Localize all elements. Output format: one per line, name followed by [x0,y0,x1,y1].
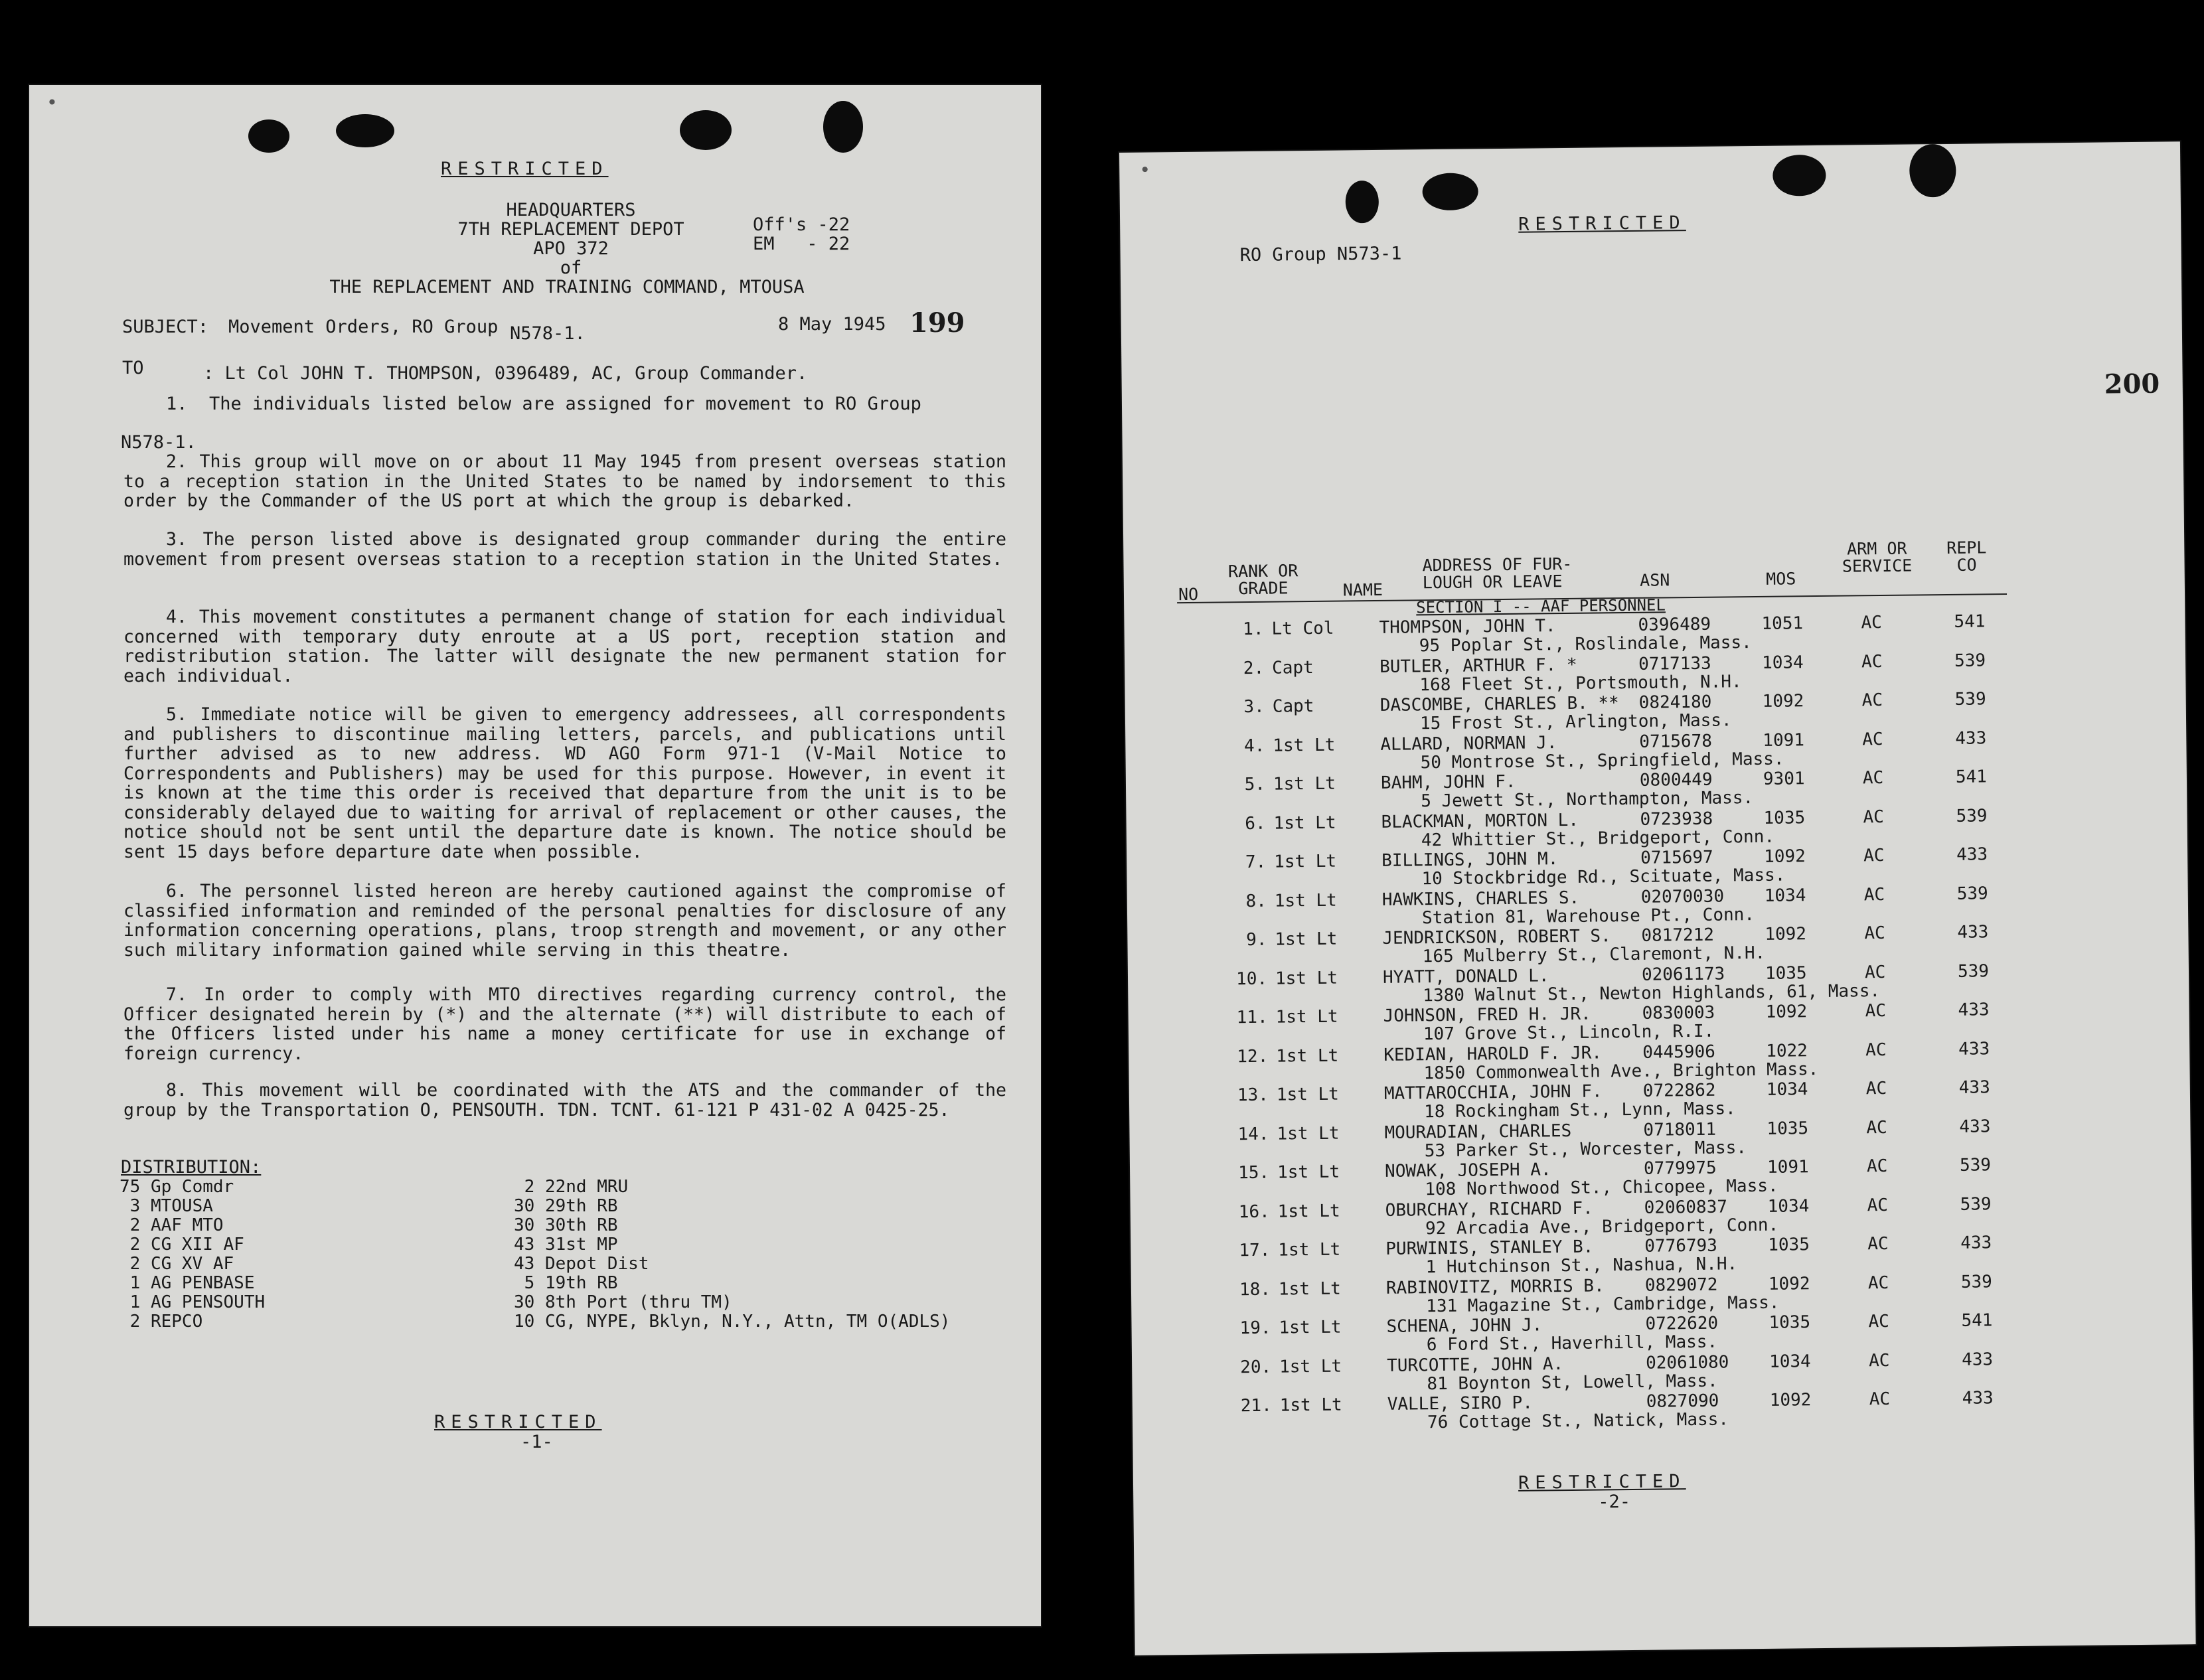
cell-rank: 1st Lt [1278,1278,1342,1300]
distribution-entry: 1 AG PENSOUTH [119,1292,266,1312]
cell-address: 15 Frost St., Arlington, Mass. [1419,710,1732,734]
cell-rank: 1st Lt [1276,1045,1339,1067]
restricted-footer: RESTRICTED [434,1412,602,1432]
cell-name: VALLE, SIRO P. [1387,1393,1534,1414]
paragraph-1-cont: N578-1. [121,432,197,453]
cell-name: RABINOVITZ, MORRIS B. [1385,1275,1605,1298]
enlisted-count: EM - 22 [753,234,850,254]
cell-asn: 0827090 [1646,1391,1719,1412]
cell-no: 10. [1235,968,1268,989]
cell-arm: AC [1863,806,1885,827]
restricted-footer: RESTRICTED [1518,1471,1686,1493]
col-header-repl: REPL CO [1946,538,1987,575]
personnel-table [1119,141,2180,153]
cell-address: 1380 Walnut St., Newton Highlands, 61, Mass. [1423,980,1881,1006]
cell-arm: AC [1862,767,1884,789]
cell-arm: AC [1864,962,1886,982]
cell-asn: 0718011 [1643,1119,1717,1140]
cell-asn: 02061173 [1641,964,1725,985]
punch-hole [1422,173,1478,210]
punch-hole [336,114,394,147]
paragraph-3: 3. The person listed above is designated group commander during the entire movement from present overseas station to a reception station in the United States. [123,529,1006,570]
cell-repl: 539 [1956,883,1988,904]
cell-repl: 433 [1958,1077,1990,1098]
punch-hole [1345,181,1379,224]
cell-repl: 433 [1956,844,1988,865]
cell-arm: AC [1863,845,1885,866]
cell-address: 5 Jewett St., Northampton, Mass. [1421,788,1754,812]
cell-no: 1. [1243,619,1264,640]
restricted-header: RESTRICTED [441,159,609,179]
cell-rank: 1st Lt [1278,1239,1341,1260]
cell-name: BUTLER, ARTHUR F. * [1379,654,1577,677]
distribution-entry: 43 Depot Dist [514,1254,649,1274]
cell-address: Station 81, Warehouse Pt., Conn. [1421,904,1755,928]
paragraph-7: 7. In order to comply with MTO directives regarding currency control, the Officer designated herein by (*) and the alternate (**) will distribute to each of the Officers listed under his name a money certificate for use in exchange of foreign currency. [123,984,1006,1064]
order-page-1 [29,85,1041,1626]
cell-name: JOHNSON, FRED H. JR. [1383,1004,1591,1026]
cell-address: 76 Cottage St., Natick, Mass. [1427,1409,1729,1433]
cell-address: 92 Arcadia Ave., Bridgeport, Conn. [1425,1215,1779,1239]
cell-rank: 1st Lt [1277,1162,1340,1183]
cell-arm: AC [1861,651,1883,672]
distribution-entry: 75 Gp Comdr [119,1177,234,1197]
cell-repl: 433 [1962,1388,1994,1409]
cell-asn: 0396489 [1638,614,1711,635]
cell-no: 17. [1239,1240,1271,1261]
cell-rank: 1st Lt [1279,1395,1342,1416]
cell-name: BLACKMAN, MORTON L. [1381,810,1579,832]
distribution-entry: 30 8th Port (thru TM) [514,1292,732,1312]
cell-asn: 02060837 [1644,1196,1728,1218]
cell-no: 3. [1243,696,1265,718]
cell-address: 165 Mulberry St., Claremont, N.H. [1422,943,1766,967]
restricted-header: RESTRICTED [1518,212,1686,235]
officer-count: Off's -22 [753,214,850,235]
cell-name: SCHENA, JOHN J. [1386,1315,1543,1337]
col-header-no: NO [1178,584,1199,605]
cell-no: 20. [1240,1357,1272,1377]
cell-repl: 541 [1955,767,1988,787]
page-stamp-number: 200 [2104,368,2160,400]
order-page-2 [1119,141,2196,1655]
cell-arm: AC [1865,1078,1887,1099]
cell-name: DASCOMBE, CHARLES B. ** [1379,693,1619,716]
cell-address: 42 Whittier St., Bridgeport, Conn. [1421,826,1775,850]
col-header-rank: RANK OR GRADE [1227,561,1299,599]
cell-rank: Capt [1271,657,1314,678]
page-number: -2- [1598,1491,1631,1513]
cell-mos: 1092 [1768,1273,1810,1294]
group-number: N578-1. [510,323,586,344]
cell-name: BAHM, JOHN F. [1380,771,1516,793]
paragraph-8: 8. This movement will be coordinated with the ATS and the commander of the group by the Transportation O, PENSOUTH. TDN. TCNT. 61-121 P 431-02 A 0425-25. [123,1080,1006,1120]
distribution-entry: 2 REPCO [119,1312,203,1332]
distribution-label: DISTRIBUTION: [121,1157,262,1178]
cell-address: 95 Poplar St., Roslindale, Mass. [1419,633,1752,656]
cell-repl: 539 [1956,805,1988,826]
cell-no: 12. [1237,1046,1269,1067]
ink-speck: • [1139,159,1151,181]
heading-line: 7TH REPLACEMENT DEPOT [457,219,684,240]
paragraph-1: 1. The individuals listed below are assigned for movement to RO Group [166,394,921,414]
cell-rank: 1st Lt [1273,773,1336,795]
cell-repl: 433 [1957,922,1989,943]
punch-hole [248,119,289,153]
col-header-mos: MOS [1766,569,1796,589]
to-label: TO [122,358,144,378]
cell-arm: AC [1862,729,1883,749]
col-header-arm: ARM OR SERVICE [1842,538,1913,576]
cell-rank: 1st Lt [1273,812,1336,834]
cell-name: OBURCHAY, RICHARD F. [1385,1198,1593,1221]
cell-repl: 541 [1961,1310,1993,1331]
order-date: 8 May 1945 [778,314,886,335]
cell-no: 6. [1245,813,1266,834]
cell-rank: Lt Col [1271,618,1334,639]
cell-address: 1 Hutchinson St., Nashua, N.H. [1425,1254,1738,1278]
cell-address: 108 Northwood St., Chicopee, Mass. [1425,1176,1778,1200]
cell-mos: 1035 [1765,962,1807,984]
cell-mos: 1022 [1766,1040,1808,1061]
cell-arm: AC [1869,1389,1891,1410]
cell-name: MOURADIAN, CHARLES [1384,1120,1572,1143]
cell-repl: 433 [1958,1000,1990,1020]
cell-mos: 1034 [1764,885,1806,906]
cell-repl: 541 [1954,611,1986,632]
distribution-entry: 43 31st MP [514,1235,618,1255]
paragraph-5: 5. Immediate notice will be given to emergency addressees, all correspondents and publishers to discontinue mailing letters, parcels, and publications until further advised as to new address. WD AGO Form 971-1 (V-Mail Notice to Correspondents and Publishers) may be used for this purpose. However, in event it is known at the time this order is received that departure from the unit is to be considerably delayed due to waiting for arrival of replacement or other causes, the notice should not be sent until the departure date is known. The notice should be sent 15 days before departure date when possible. [123,704,1006,862]
cell-mos: 1034 [1761,652,1804,673]
cell-rank: 1st Lt [1274,851,1337,872]
paragraph-4: 4. This movement constitutes a permanent change of station for each individual concerned with temporary duty enroute at a US port, reception station and redistribution station. The latter will designate the new permanent station for each individual. [123,607,1006,686]
cell-mos: 1035 [1769,1312,1811,1333]
cell-arm: AC [1861,690,1883,711]
heading-line: APO 372 [533,238,609,259]
cell-arm: AC [1865,1000,1887,1022]
cell-no: 13. [1237,1085,1269,1106]
cell-mos: 1035 [1768,1235,1810,1255]
heading-line: HEADQUARTERS [506,200,636,220]
cell-address: 107 Grove St., Lincoln, R.I. [1423,1021,1715,1045]
cell-asn: 02070030 [1640,886,1725,907]
cell-no: 19. [1239,1318,1271,1339]
cell-name: THOMPSON, JOHN T. [1379,616,1556,638]
cell-no: 4. [1243,735,1265,756]
cell-no: 5. [1244,774,1266,795]
cell-mos: 1092 [1764,846,1806,867]
cell-name: MATTAROCCHIA, JOHN F. [1383,1081,1603,1104]
cell-mos: 1034 [1767,1195,1810,1217]
punch-hole [1909,144,1956,198]
cell-repl: 433 [1960,1233,1992,1253]
to-recipient: : Lt Col JOHN T. THOMPSON, 0396489, AC, Group Commander. [203,363,808,384]
cell-arm: AC [1867,1233,1889,1255]
cell-asn: 0717133 [1638,653,1711,674]
cell-rank: 1st Lt [1277,1123,1340,1144]
cell-name: PURWINIS, STANLEY B. [1385,1237,1594,1259]
page-number: -1- [520,1432,553,1452]
cell-name: ALLARD, NORMAN J. [1380,732,1557,755]
distribution-entry: 30 30th RB [514,1215,618,1235]
cell-asn: 0800449 [1639,769,1713,791]
cell-mos: 1035 [1763,807,1806,828]
cell-address: 18 Rockingham St., Lynn, Mass. [1424,1099,1736,1122]
cell-address: 53 Parker St., Worcester, Mass. [1424,1137,1747,1161]
section-heading: SECTION I -- AAF PERSONNEL [1416,595,1666,617]
cell-asn: 0830003 [1642,1002,1715,1024]
distribution-entry: 2 22nd MRU [514,1177,629,1197]
paragraph-2: 2. This group will move on or about 11 May 1945 from present overseas station to a reception station in the United States to be named by indorsement to this order by the Commander of the US port at which the group is debarked. [123,451,1006,511]
cell-name: HAWKINS, CHARLES S. [1381,887,1580,910]
distribution-entry: 5 19th RB [514,1273,618,1293]
punch-hole [680,110,732,150]
cell-arm: AC [1861,613,1882,633]
punch-hole [823,101,863,153]
cell-address: 6 Ford St., Haverhill, Mass. [1426,1332,1718,1355]
cell-arm: AC [1864,923,1885,944]
cell-repl: 539 [1954,650,1986,671]
col-header-name: NAME [1342,579,1383,600]
cell-asn: 0715678 [1639,731,1713,752]
cell-no: 8. [1245,891,1267,911]
distribution-entry: 1 AG PENBASE [119,1273,255,1293]
group-reference: RO Group N573-1 [1239,243,1402,266]
cell-rank: 1st Lt [1279,1356,1342,1377]
cell-mos: 1092 [1765,1002,1808,1022]
cell-address: 10 Stockbridge Rd., Scituate, Mass. [1421,865,1786,889]
cell-rank: 1st Lt [1274,890,1337,911]
cell-no: 21. [1240,1395,1272,1416]
cell-rank: 1st Lt [1277,1201,1340,1222]
cell-no: 18. [1239,1279,1271,1300]
cell-no: 15. [1237,1162,1270,1184]
heading-line: THE REPLACEMENT AND TRAINING COMMAND, MTOUSA [329,277,805,297]
col-header-address: ADDRESS OF FUR- LOUGH OR LEAVE [1422,554,1573,593]
cell-repl: 539 [1959,1155,1992,1176]
cell-repl: 433 [1955,727,1987,749]
cell-no: 7. [1245,852,1267,873]
paragraph-6: 6. The personnel listed hereon are hereby cautioned against the compromise of classified information and reminded of the personal penalties for disclosure of any information concerning operations, plans, troop strength and movement, or any other such military information gained while serving in this theatre. [123,881,1006,960]
cell-mos: 1091 [1767,1157,1809,1178]
cell-no: 16. [1238,1201,1270,1222]
distribution-entry: 2 CG XII AF [119,1235,244,1255]
cell-mos: 1034 [1769,1351,1811,1372]
subject-text: Movement Orders, RO Group [228,317,499,337]
cell-arm: AC [1866,1117,1887,1138]
cell-address: 81 Boynton St, Lowell, Mass. [1427,1371,1718,1394]
distribution-entry: 10 CG, NYPE, Bklyn, N.Y., Attn, TM O(ADLS) [514,1312,951,1332]
cell-arm: AC [1866,1156,1888,1177]
cell-name: KEDIAN, HAROLD F. JR. [1383,1042,1603,1065]
ink-speck: • [46,92,58,114]
cell-address: 1850 Commonwealth Ave., Brighton Mass. [1423,1059,1819,1083]
cell-repl: 539 [1954,689,1986,710]
cell-arm: AC [1867,1195,1889,1215]
cell-repl: 433 [1961,1349,1994,1370]
cell-asn: 0824180 [1638,692,1712,713]
cell-no: 2. [1243,658,1265,678]
cell-rank: 1st Lt [1275,1006,1338,1028]
cell-mos: 1091 [1763,729,1805,751]
col-header-asn: ASN [1640,570,1670,590]
cell-repl: 433 [1959,1116,1991,1137]
cell-arm: AC [1867,1272,1889,1293]
subject-label: SUBJECT: [122,317,209,337]
cell-mos: 1092 [1762,691,1804,712]
cell-asn: 0817212 [1641,925,1715,946]
cell-mos: 1092 [1765,924,1807,945]
cell-asn: 02061080 [1645,1351,1729,1373]
cell-arm: AC [1863,884,1885,905]
cell-rank: 1st Lt [1275,929,1338,950]
heading-line: of [560,258,582,278]
cell-name: HYATT, DONALD L. [1382,965,1549,988]
cell-arm: AC [1868,1350,1890,1371]
cell-name: TURCOTTE, JOHN A. [1387,1353,1564,1376]
cell-no: 11. [1236,1007,1268,1028]
cell-rank: Capt [1272,696,1314,717]
distribution-entry: 3 MTOUSA [119,1196,213,1216]
cell-rank: 1st Lt [1279,1317,1342,1338]
cell-rank: 1st Lt [1276,1084,1339,1105]
cell-arm: AC [1865,1039,1887,1060]
distribution-entry: 30 29th RB [514,1196,618,1216]
cell-name: JENDRICKSON, ROBERT S. [1382,926,1611,949]
distribution-entry: 2 AAF MTO [119,1215,224,1235]
cell-rank: 1st Lt [1273,735,1336,756]
cell-arm: AC [1868,1311,1889,1332]
cell-repl: 539 [1957,960,1990,982]
cell-no: 14. [1237,1124,1269,1144]
cell-mos: 9301 [1763,769,1805,789]
cell-no: 9. [1245,929,1267,951]
cell-asn: 0723938 [1640,808,1713,830]
cell-rank: 1st Lt [1275,968,1338,989]
punch-hole [1772,155,1826,196]
cell-asn: 0776793 [1644,1235,1718,1257]
cell-repl: 539 [1960,1271,1993,1292]
cell-asn: 0722862 [1642,1080,1716,1101]
cell-mos: 1035 [1767,1118,1809,1139]
cell-asn: 0722620 [1645,1313,1719,1334]
cell-repl: 539 [1960,1193,1992,1215]
distribution-entry: 2 CG XV AF [119,1254,234,1274]
cell-asn: 0445906 [1642,1041,1715,1063]
page-stamp-number: 199 [909,307,965,339]
cell-name: NOWAK, JOSEPH A. [1384,1160,1551,1182]
cell-address: 131 Magazine St., Cambridge, Mass. [1426,1292,1780,1316]
cell-mos: 1034 [1766,1079,1808,1100]
cell-asn: 0715697 [1640,847,1713,868]
cell-address: 50 Montrose St., Springfield, Mass. [1420,749,1784,773]
cell-mos: 1051 [1761,613,1804,634]
cell-asn: 0829072 [1644,1274,1718,1296]
cell-name: BILLINGS, JOHN M. [1381,849,1559,871]
cell-asn: 0779975 [1643,1158,1717,1179]
cell-repl: 433 [1958,1038,1990,1059]
cell-address: 168 Fleet St., Portsmouth, N.H. [1419,671,1742,695]
cell-mos: 1092 [1769,1390,1812,1411]
